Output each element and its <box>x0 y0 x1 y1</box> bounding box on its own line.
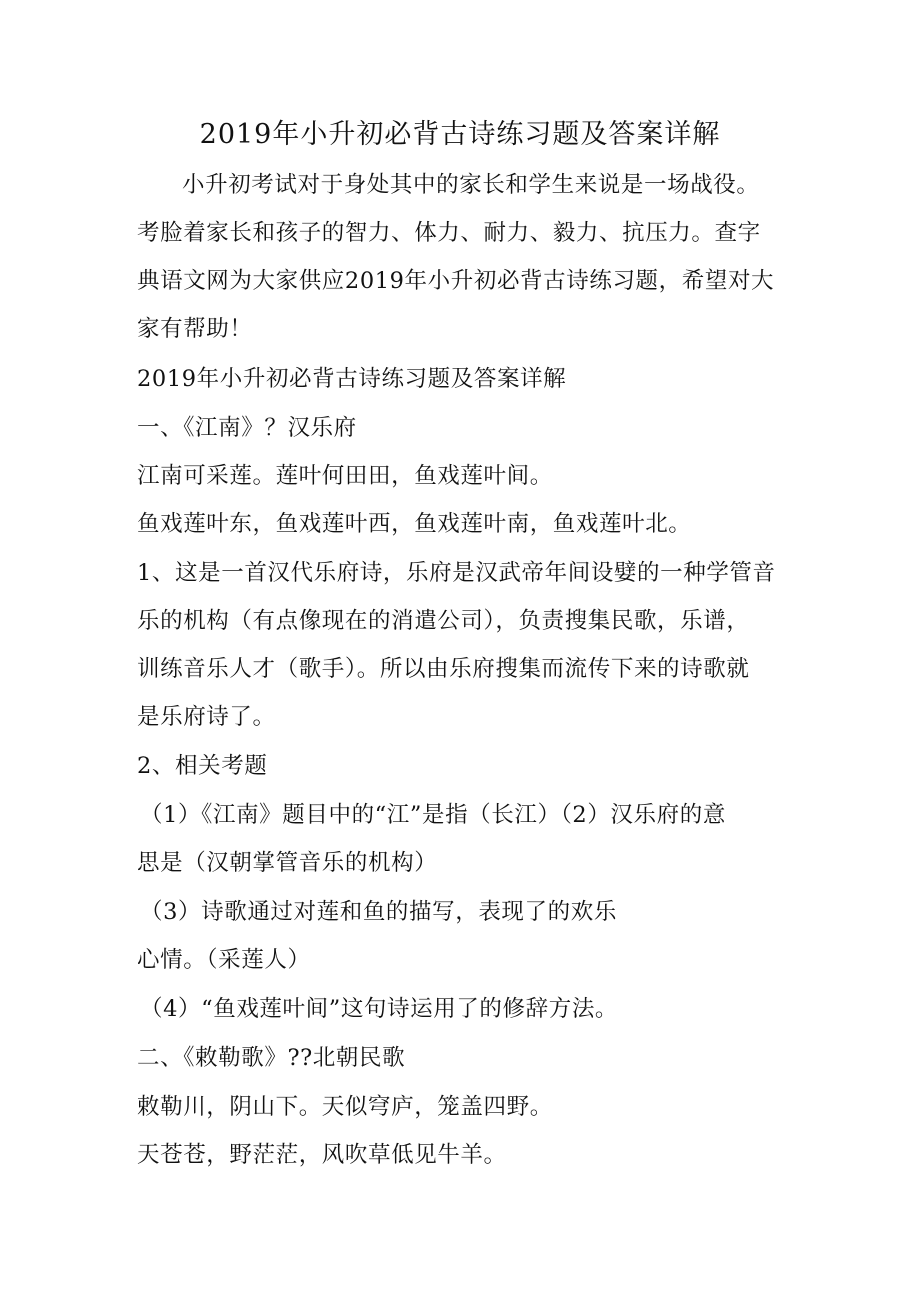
poem-1-verse-1: 江南可采莲。莲叶何田田，鱼戏莲叶间。 <box>137 463 553 489</box>
question-line-4: 心情。（采莲人） <box>137 947 311 973</box>
note-1-line-1: 1、这是一首汉代乐府诗，乐府是汉武帝年间设嬖的一种学管音 <box>137 560 776 586</box>
section-heading: 2019年小升初必背古诗练习题及答案详解 <box>137 366 567 392</box>
intro-line-2: 考脸着家长和孩子的智力、体力、耐力、毅力、抗压力。查字 <box>137 220 761 246</box>
poem-2-heading: 二、《敕勒歌》??北朝民歌 <box>137 1045 406 1071</box>
question-line-1: （1）《江南》题目中的“江”是指（长江）（2）汉乐府的意 <box>140 802 726 828</box>
note-1-line-3: 训练音乐人才（歌手）。所以由乐府搜集而流传下来的诗歌就 <box>137 656 750 682</box>
intro-line-1: 小升初考试对于身处其中的家长和学生来说是一场战役。 <box>182 172 760 198</box>
question-line-3: （3）诗歌通过对莲和鱼的描写，表现了的欢乐 <box>140 899 617 925</box>
note-1-line-4: 是乐府诗了。 <box>137 704 276 730</box>
question-line-5: （4）“鱼戏莲叶间”这句诗运用了的修辞方法。 <box>140 996 619 1022</box>
document-title: 2019年小升初必背古诗练习题及答案详解 <box>199 119 721 150</box>
note-1-line-2: 乐的机构（有点像现在的消遣公司），负责搜集民歌，乐谱， <box>137 608 750 634</box>
exam-questions-heading: 2、相关考题 <box>137 753 268 779</box>
poem-1-heading: 一、《江南》？汉乐府 <box>137 415 357 441</box>
intro-line-4: 家有帮助！ <box>137 316 253 342</box>
poem-1-verse-2: 鱼戏莲叶东，鱼戏莲叶西，鱼戏莲叶南，鱼戏莲叶北。 <box>137 511 692 537</box>
poem-2-verse-2: 天苍苍，野茫茫，风吹草低见牛羊。 <box>137 1142 507 1168</box>
poem-2-verse-1: 敕勒川，阴山下。天似穹庐，笼盖四野。 <box>137 1094 553 1120</box>
question-line-2: 思是（汉朝掌管音乐的机构） <box>137 850 438 876</box>
intro-line-3: 典语文网为大家供应2019年小升初必背古诗练习题，希望对大 <box>137 268 775 294</box>
